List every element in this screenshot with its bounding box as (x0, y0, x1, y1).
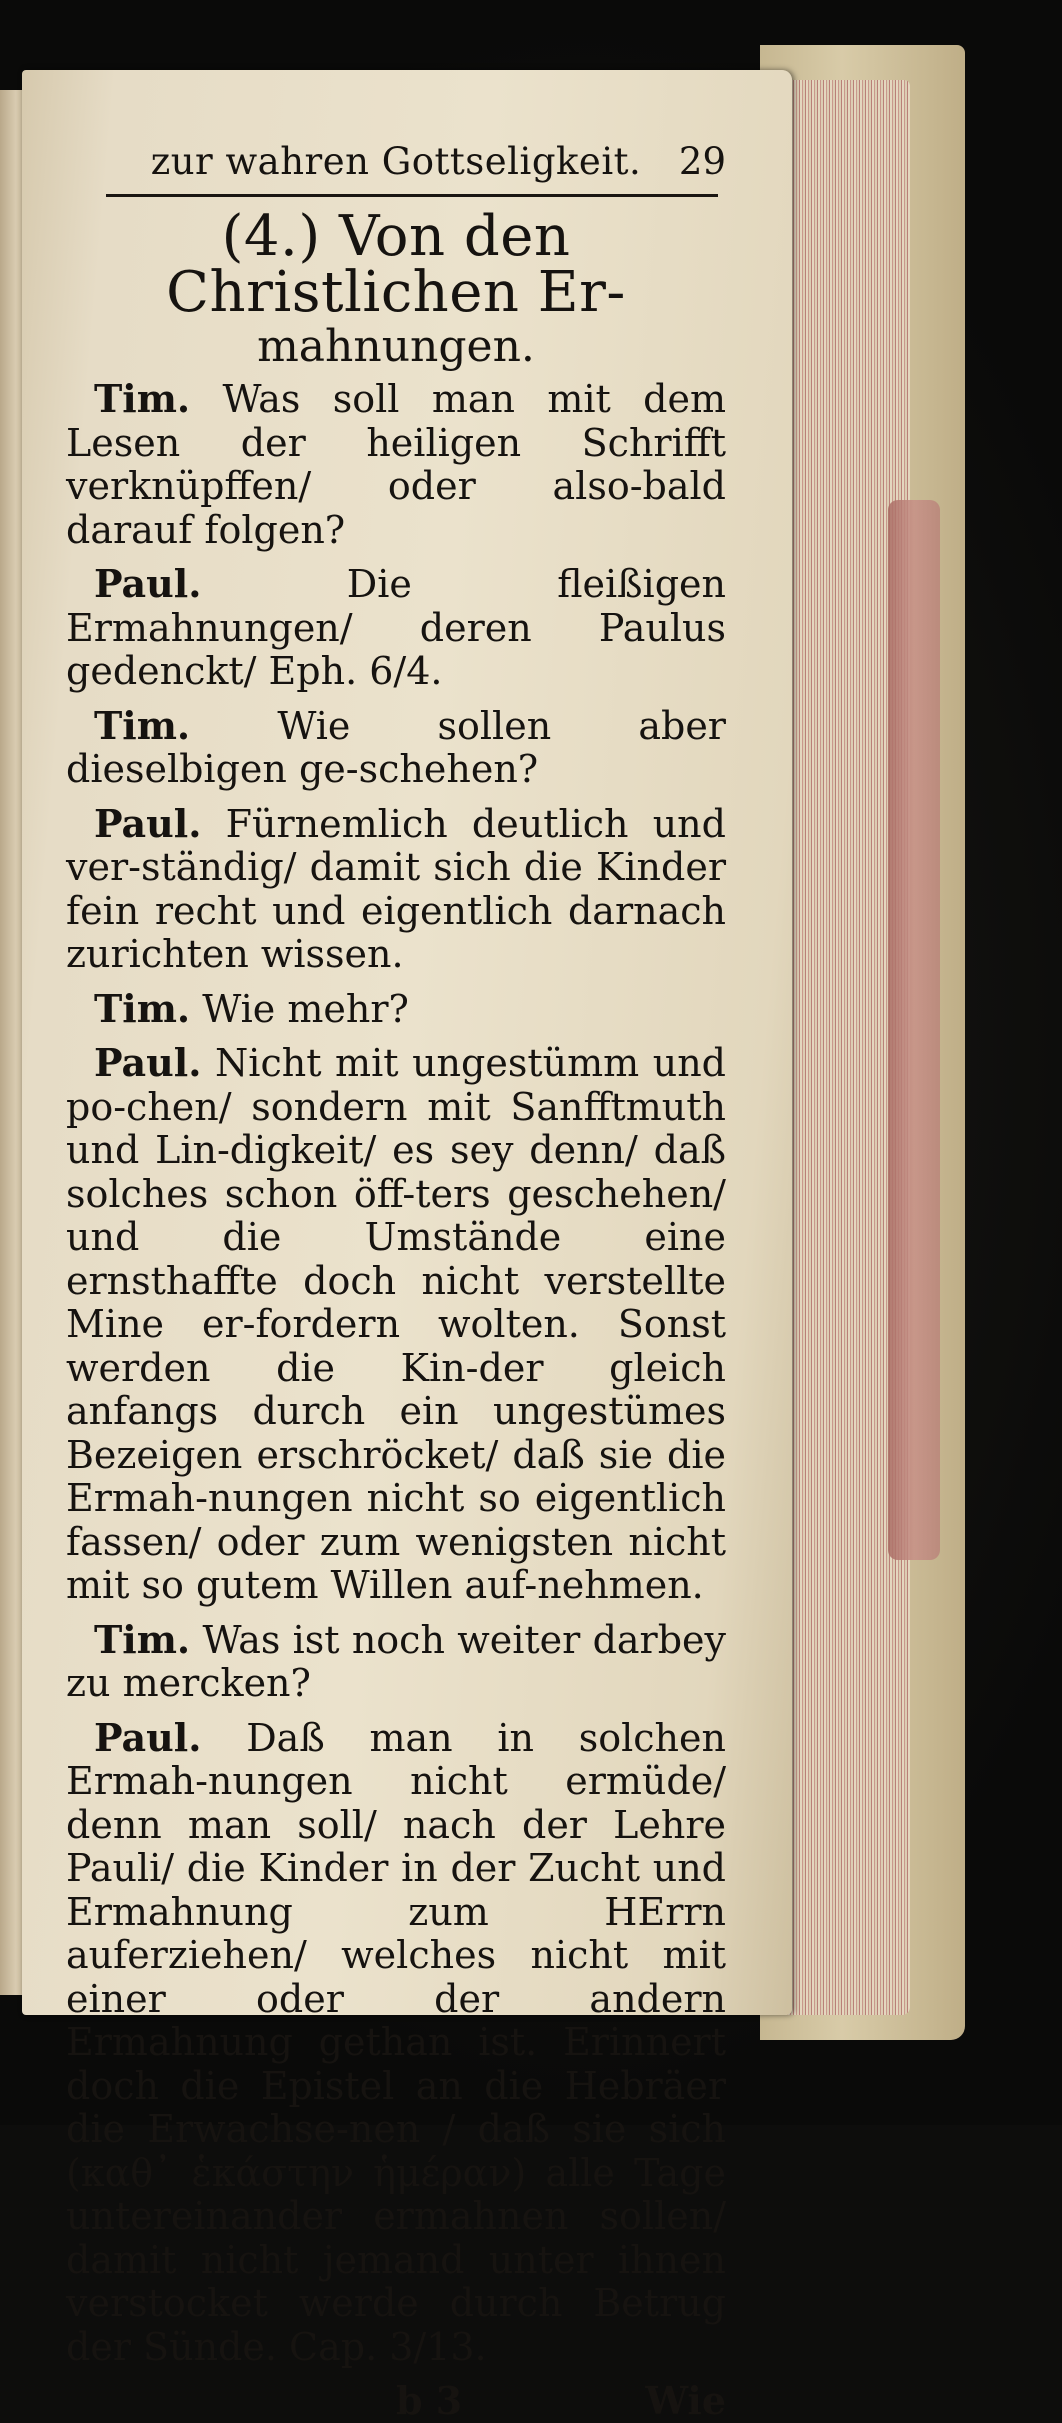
paragraph-text: Nicht mit ungestümm und po-chen/ sondern mit Sanfftmuth und Lin-digkeit/ es sey denn/ daß solches schon öff-ters geschehen/ und die Umstände eine ernsthaffte doch nicht verstellte Mine er-fordern wolten. Sonst werden die Kin-der gleich anfangs durch ein ungestümes Bezeigen erschröcket/ daß sie die Ermah-nungen nicht so eigentlich fassen/ oder zum wenigsten nicht mit so gutem Willen auf-nehmen. (66, 1041, 726, 1607)
speaker-label: Tim. (94, 1616, 191, 1662)
dialogue-paragraph (66, 704, 726, 792)
page-number: 29 (678, 140, 726, 183)
paragraph-text: Fürnemlich deutlich und ver-ständig/ damit sich die Kinder fein recht und eigentlich darnach zurichten wissen. (66, 801, 726, 976)
dialogue (66, 377, 726, 2369)
paragraph-text: Was ist noch weiter darbey zu mercken? (66, 1617, 726, 1705)
paragraph-text: Wie sollen aber dieselbigen ge-schehen? (66, 703, 726, 791)
speaker-label: Paul. (94, 1714, 202, 1760)
speaker-label: Tim. (94, 985, 191, 1031)
page-header (66, 140, 726, 186)
dialogue-paragraph (66, 562, 726, 694)
paragraph-text: Daß man in solchen Ermah-nungen nicht ermüde/ denn man soll/ nach der Lehre Pauli/ die Kinder in der Zucht und Ermahnung zum HErrn auferziehen/ welches nicht mit einer oder der andern Ermahnung gethan ist. Erinnert doch die Epistel an die Hebräer die Erwachse-nen / daß sie sich (καθ᾽ ἑκάστην ἡμέραν) alle Tage untereinander ermahnen sollen/ damit nicht jemand unter ihnen verstocket werde durch Betrug der Sünde. Cap. 3/13. (66, 1715, 726, 2369)
paragraph-text: Wie mehr? (202, 986, 409, 1031)
signature-mark: b 3 (396, 2378, 463, 2423)
dialogue-paragraph (66, 1041, 726, 1608)
dialogue-paragraph (66, 802, 726, 977)
running-title: zur wahren Gottseligkeit. (150, 140, 642, 183)
dialogue-paragraph (66, 1716, 726, 2370)
section-title: (4.) Von den Christlichen Er- (166, 204, 626, 325)
page-text (66, 140, 726, 2423)
red-page-edge-wear (888, 500, 940, 1560)
speaker-label: Tim. (94, 702, 191, 748)
speaker-label: Paul. (94, 1040, 202, 1085)
section-title-continuation: mahnungen. (257, 321, 535, 372)
catchword: Wie (645, 2378, 726, 2423)
dialogue-paragraph (66, 377, 726, 552)
paragraph-text: Die fleißigen Ermahnungen/ deren Paulus gedenckt/ Eph. 6/4. (66, 562, 726, 693)
page-footer (66, 2379, 726, 2423)
header-rule (106, 194, 718, 197)
dialogue-paragraph (66, 987, 726, 1032)
paragraph-text: Was soll man mit dem Lesen der heiligen Schrifft verknüpffen/ oder also-bald darauf folgen? (66, 377, 726, 552)
speaker-label: Paul. (94, 561, 202, 606)
dialogue-paragraph (66, 1618, 726, 1706)
speaker-label: Paul. (94, 800, 202, 846)
speaker-label: Tim. (94, 376, 191, 421)
